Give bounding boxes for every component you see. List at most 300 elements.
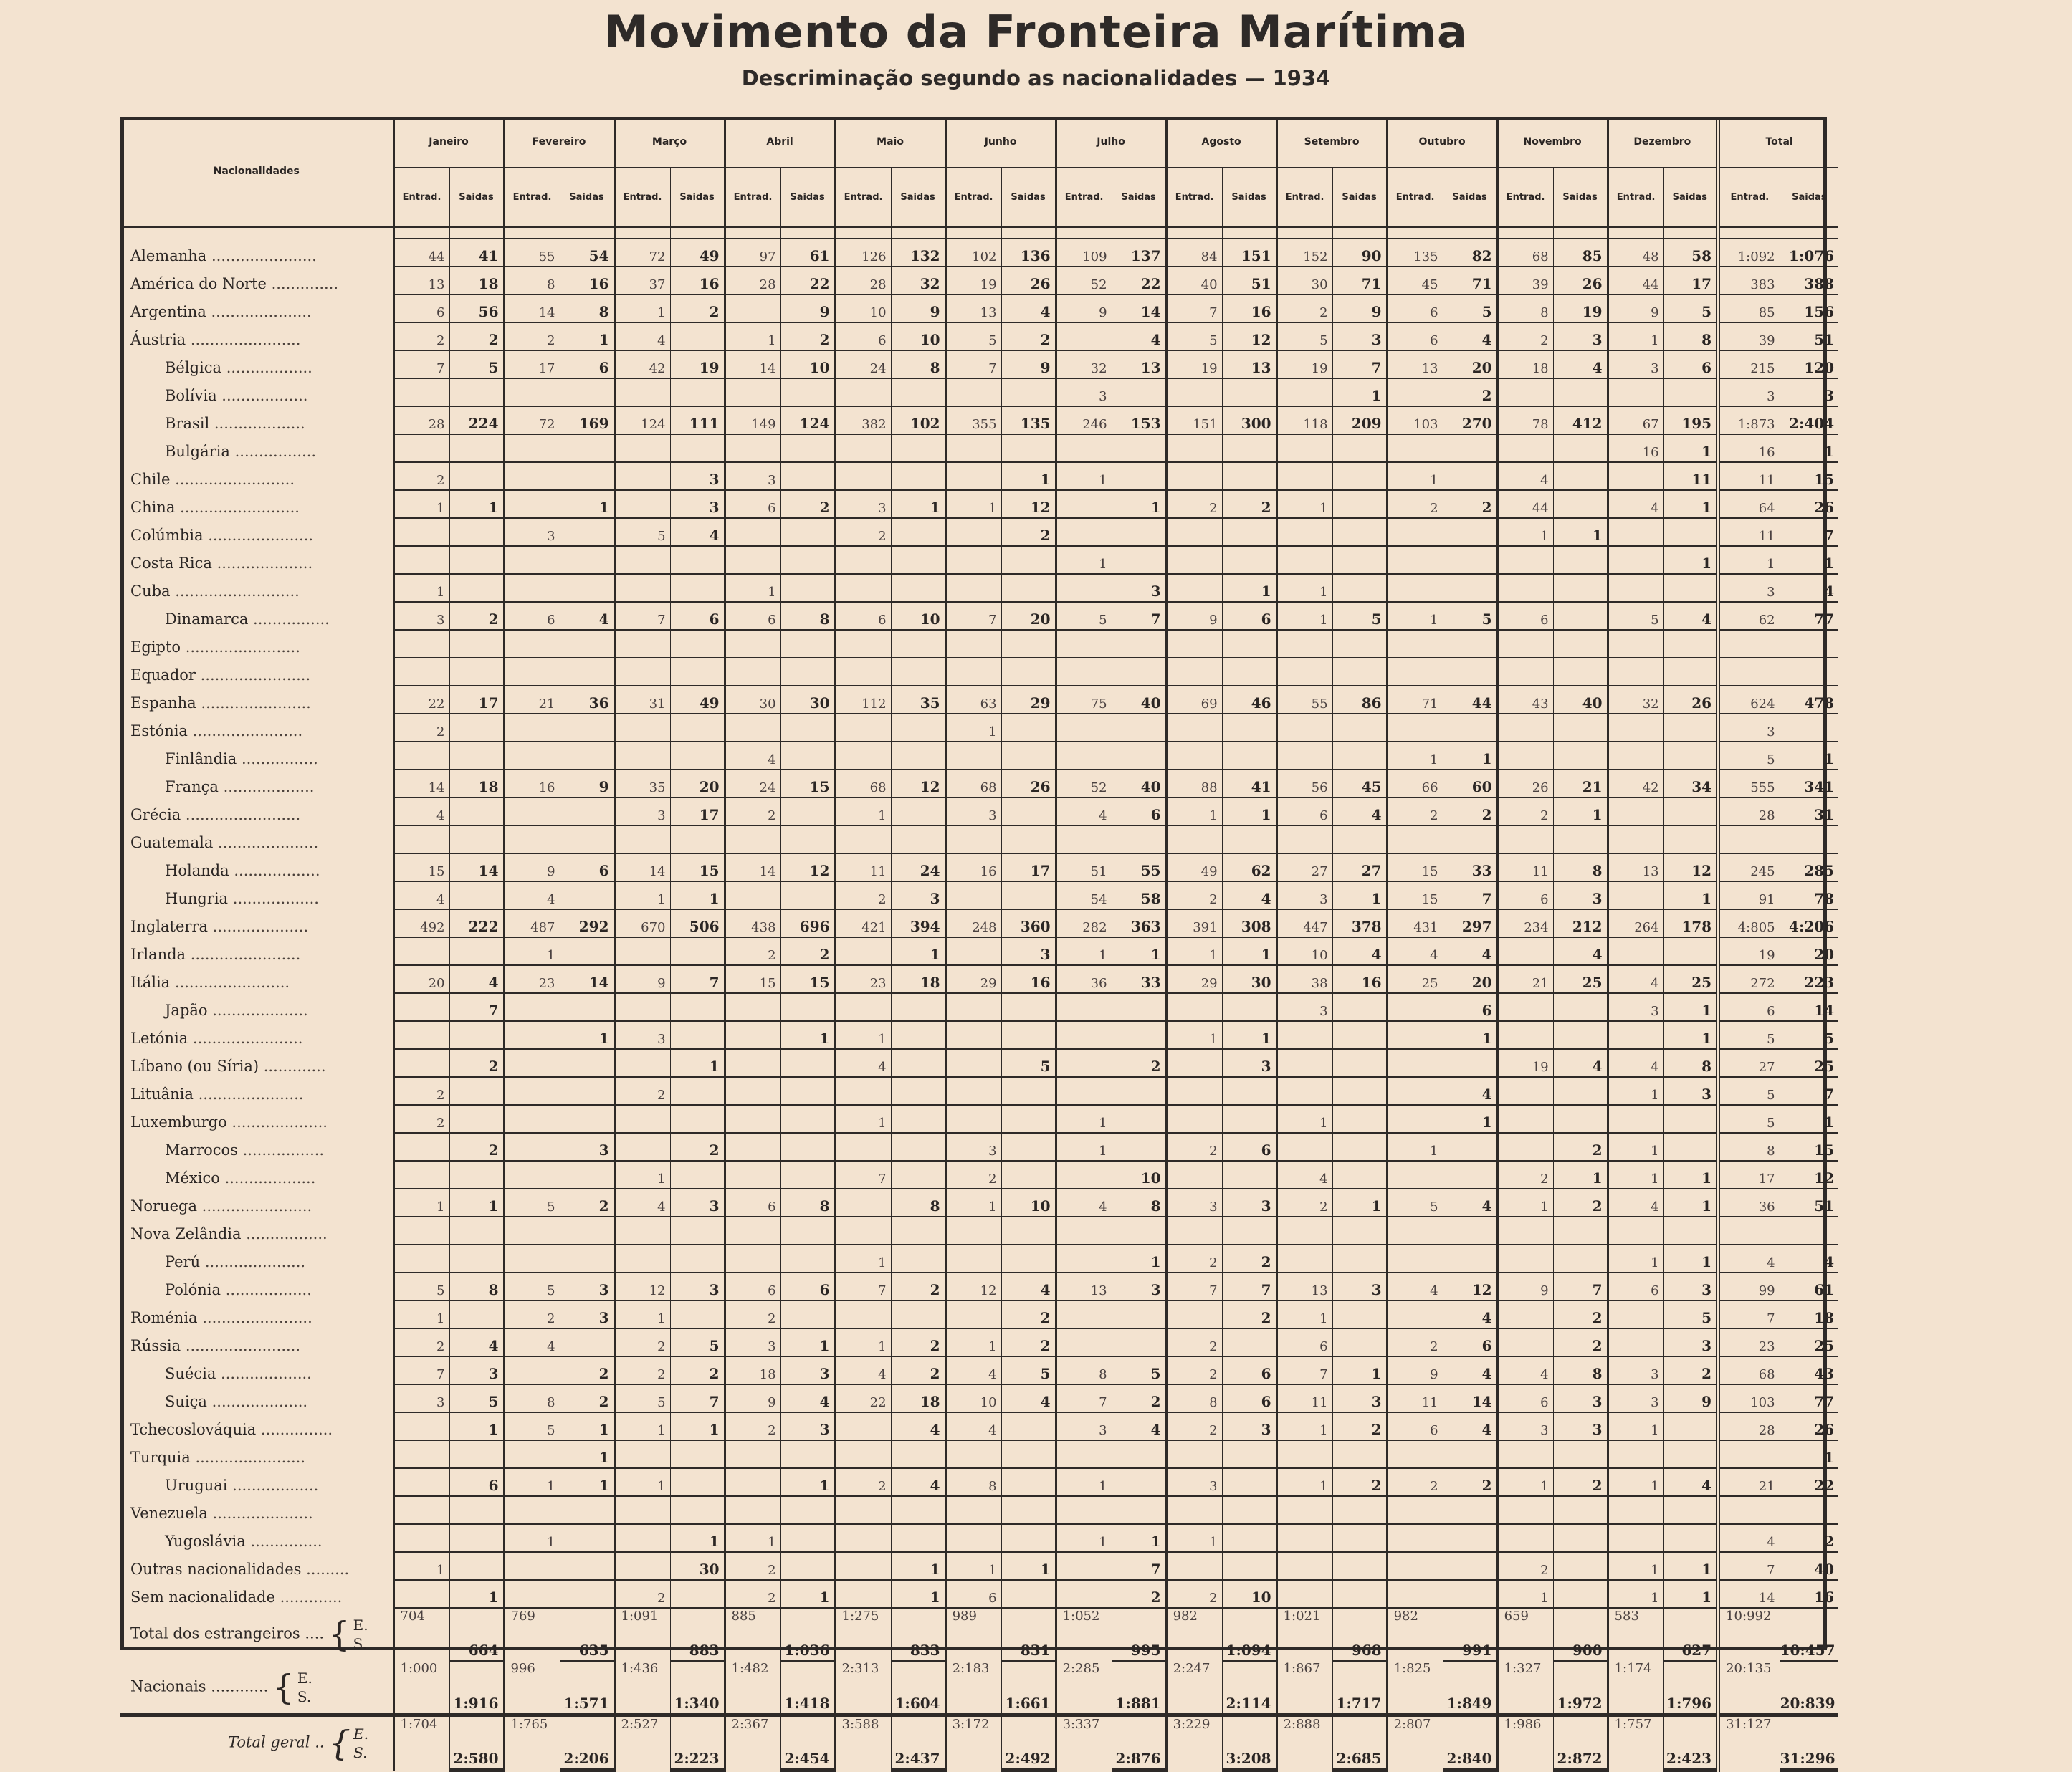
total-saidas-cell: 1:094 (1222, 1634, 1276, 1661)
total-saidas-cell: 1:849 (1443, 1687, 1497, 1715)
entradas-cell: 19 (1497, 1049, 1553, 1077)
entradas-cell (1276, 1524, 1332, 1552)
saidas-cell (670, 434, 725, 462)
total-entradas-cell: 1:436 (614, 1661, 670, 1715)
entradas-cell: 421 (835, 909, 891, 937)
total-saidas-cell: 883 (670, 1634, 725, 1661)
entradas-cell: 1 (1276, 1468, 1332, 1496)
saidas-cell: 3 (1663, 1273, 1718, 1301)
entradas-cell: 3 (393, 1384, 449, 1412)
saidas-cell (1001, 1412, 1056, 1440)
entradas-cell: 24 (725, 770, 780, 798)
saidas-cell: 3 (670, 490, 725, 518)
saidas-cell (1332, 714, 1387, 742)
saidas-cell (1222, 630, 1276, 658)
saidas-cell (891, 798, 945, 825)
saidas-cell: 8 (891, 1189, 945, 1217)
leader-dots: .................... (207, 918, 309, 935)
spacer-cell (1718, 227, 1780, 239)
entradas-cell (1056, 1496, 1112, 1524)
saidas-cell (1332, 462, 1387, 490)
entradas-cell (614, 1245, 670, 1273)
nationality-label (120, 825, 393, 853)
total-entradas-cell: 1:825 (1387, 1661, 1443, 1715)
entradas-cell: 118 (1276, 406, 1332, 434)
saidas-header: Saidas (1001, 168, 1056, 227)
entradas-cell: 11 (1718, 462, 1780, 490)
entradas-cell: 1 (614, 1301, 670, 1328)
entradas-cell: 2 (393, 322, 449, 350)
entradas-cell (614, 1524, 670, 1552)
total-saidas-cell-top (891, 1715, 945, 1743)
entradas-cell (1056, 1328, 1112, 1356)
entradas-cell (393, 1496, 449, 1524)
saidas-cell (1553, 993, 1608, 1021)
saidas-cell: 6 (1222, 1133, 1276, 1161)
saidas-cell: 3 (449, 1356, 504, 1384)
total-saidas-cell-top (1663, 1715, 1718, 1743)
saidas-cell: 4 (1222, 881, 1276, 909)
entradas-cell: 3 (1276, 993, 1332, 1021)
entradas-cell (1056, 1580, 1112, 1608)
entradas-cell: 2 (1387, 798, 1443, 825)
total-entradas-cell: 1:704 (393, 1715, 449, 1771)
entradas-cell: 391 (1166, 909, 1222, 937)
saidas-cell: 40 (1112, 770, 1166, 798)
saidas-cell: 54 (560, 239, 614, 267)
entradas-cell (1497, 434, 1553, 462)
entradas-cell (614, 490, 670, 518)
entradas-cell: 8 (1166, 1384, 1222, 1412)
nationality-name: Finlândia (165, 750, 237, 767)
entradas-cell (1276, 546, 1332, 574)
nationality-name: Brasil (165, 415, 210, 432)
nationality-label (120, 462, 393, 490)
saidas-cell: 2 (1443, 1468, 1497, 1496)
entradas-cell: 6 (1276, 798, 1332, 825)
entradas-cell (504, 1552, 560, 1580)
spacer-cell (393, 227, 449, 239)
nationality-name: Alemanha (130, 247, 207, 264)
saidas-cell: 22 (1112, 267, 1166, 294)
entradas-cell (504, 993, 560, 1021)
entradas-cell: 27 (1276, 853, 1332, 881)
leader-dots: ................. (229, 443, 317, 460)
leader-dots: ......................... (170, 471, 295, 488)
nationality-label (120, 630, 393, 658)
entradas-cell: 32 (1608, 686, 1663, 714)
entradas-cell (835, 574, 891, 602)
saidas-cell (1001, 434, 1056, 462)
entradas-cell: 7 (614, 602, 670, 630)
nationality-name: Rússia (130, 1337, 181, 1354)
entrad-header: Entrad. (725, 168, 780, 227)
entradas-cell: 1 (393, 574, 449, 602)
entradas-cell: 2 (725, 1580, 780, 1608)
entradas-cell: 1 (1166, 1524, 1222, 1552)
saidas-cell: 2 (780, 937, 835, 965)
nationality-label (120, 1217, 393, 1245)
saidas-cell (1332, 434, 1387, 462)
table-row (120, 714, 1838, 742)
total-row-entradas (120, 1608, 1838, 1634)
saidas-cell (1663, 1217, 1718, 1245)
entradas-cell: 4 (504, 881, 560, 909)
entradas-cell (614, 658, 670, 686)
saidas-cell (1332, 993, 1387, 1021)
saidas-cell (1001, 1105, 1056, 1133)
entradas-cell: 44 (1497, 490, 1553, 518)
entradas-cell (835, 1412, 891, 1440)
entradas-cell (835, 1189, 891, 1217)
month-header: Março (614, 117, 725, 168)
saidas-cell: 308 (1222, 909, 1276, 937)
entradas-cell: 1 (1608, 1161, 1663, 1189)
total-name: Total dos estrangeiros .... (130, 1624, 325, 1642)
entradas-cell: 23 (504, 965, 560, 993)
total-entradas-cell: 1:327 (1497, 1661, 1553, 1715)
saidas-cell (780, 1133, 835, 1161)
entradas-cell: 2 (725, 1301, 780, 1328)
saidas-cell: 1 (1553, 1161, 1608, 1189)
entradas-cell: 3 (1276, 881, 1332, 909)
entradas-cell: 7 (393, 350, 449, 378)
leader-dots: ......................... (175, 499, 300, 516)
entradas-cell (1056, 993, 1112, 1021)
entradas-cell (1718, 658, 1780, 686)
saidas-cell: 9 (1001, 350, 1056, 378)
saidas-cell: 4 (1443, 1301, 1497, 1328)
saidas-cell (1443, 574, 1497, 602)
saidas-cell (1112, 1217, 1166, 1245)
total-entradas-cell: 583 (1608, 1608, 1663, 1661)
total-saidas-cell: 2:423 (1663, 1743, 1718, 1771)
saidas-cell: 1 (560, 322, 614, 350)
saidas-cell (891, 434, 945, 462)
saidas-cell: 1:076 (1780, 239, 1838, 267)
entradas-cell: 13 (1387, 350, 1443, 378)
saidas-header: Saidas (891, 168, 945, 227)
saidas-cell (1553, 714, 1608, 742)
entradas-cell: 4 (945, 1356, 1001, 1384)
entradas-cell: 14 (725, 853, 780, 881)
entradas-cell: 1 (1056, 462, 1112, 490)
entradas-cell: 1 (1608, 1245, 1663, 1273)
saidas-cell (1222, 714, 1276, 742)
entradas-cell: 56 (1276, 770, 1332, 798)
saidas-cell: 18 (449, 267, 504, 294)
entradas-cell (1166, 1105, 1222, 1133)
saidas-cell: 2 (1112, 1049, 1166, 1077)
entradas-cell: 39 (1718, 322, 1780, 350)
saidas-cell (670, 1077, 725, 1105)
saidas-cell (1001, 798, 1056, 825)
entradas-cell: 1 (1387, 462, 1443, 490)
entradas-cell: 3 (614, 798, 670, 825)
nationality-label (120, 909, 393, 937)
saidas-cell: 360 (1001, 909, 1056, 937)
saidas-cell: 9 (891, 294, 945, 322)
entradas-cell (393, 825, 449, 853)
month-header: Abril (725, 117, 835, 168)
saidas-cell: 2 (1553, 1301, 1608, 1328)
entradas-cell: 1 (393, 490, 449, 518)
total-saidas-cell-top (1332, 1608, 1387, 1634)
entradas-cell (835, 1301, 891, 1328)
entradas-cell: 8 (1056, 1356, 1112, 1384)
saidas-cell (449, 1245, 504, 1273)
entradas-cell: 1 (393, 1552, 449, 1580)
entradas-cell (1387, 1580, 1443, 1608)
saidas-cell: 285 (1780, 853, 1838, 881)
entradas-cell (945, 1021, 1001, 1049)
entradas-cell: 1 (1276, 574, 1332, 602)
saidas-cell: 8 (1553, 853, 1608, 881)
saidas-cell: 15 (780, 965, 835, 993)
saidas-cell (1332, 1328, 1387, 1356)
saidas-cell (560, 1524, 614, 1552)
saidas-cell: 2 (1112, 1580, 1166, 1608)
total-saidas-cell: 1:661 (1001, 1687, 1056, 1715)
saidas-cell (1553, 1217, 1608, 1245)
entradas-cell: 4 (1718, 1524, 1780, 1552)
entradas-cell: 2 (1166, 490, 1222, 518)
saidas-cell (1001, 1468, 1056, 1496)
entradas-cell: 5 (504, 1189, 560, 1217)
entradas-cell: 1 (614, 881, 670, 909)
entradas-cell (393, 630, 449, 658)
spacer-cell (614, 227, 670, 239)
entradas-cell: 3 (725, 462, 780, 490)
nationality-name: Egipto (130, 638, 181, 656)
saidas-cell (1332, 1440, 1387, 1468)
saidas-cell (891, 1161, 945, 1189)
entradas-cell (725, 546, 780, 574)
entradas-cell: 355 (945, 406, 1001, 434)
entradas-cell: 2 (504, 322, 560, 350)
entradas-cell: 7 (835, 1273, 891, 1301)
total-entradas-cell: 982 (1166, 1608, 1222, 1661)
saidas-cell: 1 (780, 1328, 835, 1356)
saidas-cell: 33 (1443, 853, 1497, 881)
entradas-cell (1387, 1496, 1443, 1524)
saidas-cell: 22 (780, 267, 835, 294)
entradas-cell (1166, 1049, 1222, 1077)
entradas-cell: 3 (1166, 1468, 1222, 1496)
saidas-cell (449, 1021, 504, 1049)
saidas-cell (1001, 993, 1056, 1021)
table-row (120, 1077, 1838, 1105)
saidas-cell: 1 (1001, 1552, 1056, 1580)
spacer-cell (1222, 227, 1276, 239)
total-saidas-cell-top (891, 1608, 945, 1634)
entradas-cell (1276, 1552, 1332, 1580)
saidas-cell: 1 (1222, 1021, 1276, 1049)
saidas-cell (1222, 658, 1276, 686)
saidas-cell: 4 (1553, 937, 1608, 965)
saidas-cell (1222, 742, 1276, 770)
saidas-cell: 16 (1222, 294, 1276, 322)
saidas-header: Saidas (780, 168, 835, 227)
entradas-cell: 6 (393, 294, 449, 322)
leader-dots: ................ (237, 750, 318, 767)
saidas-cell: 15 (1780, 1133, 1838, 1161)
entradas-cell (614, 1440, 670, 1468)
saidas-cell (780, 1105, 835, 1133)
entradas-cell: 43 (1497, 686, 1553, 714)
saidas-cell (1001, 1440, 1056, 1468)
saidas-cell (1443, 462, 1497, 490)
leader-dots: ....................... (186, 946, 301, 963)
nationality-name: Bulgária (165, 443, 230, 460)
saidas-cell: 15 (670, 853, 725, 881)
saidas-cell: 14 (1780, 993, 1838, 1021)
entradas-cell: 1 (945, 714, 1001, 742)
saidas-cell (560, 630, 614, 658)
entradas-cell (1166, 742, 1222, 770)
entradas-cell: 52 (1056, 267, 1112, 294)
entradas-cell: 7 (393, 1356, 449, 1384)
saidas-cell: 4 (1553, 1049, 1608, 1077)
saidas-cell: 4 (449, 1328, 504, 1356)
table-row (120, 490, 1838, 518)
spacer-cell (1497, 227, 1553, 239)
saidas-cell: 5 (1001, 1356, 1056, 1384)
entradas-cell (1276, 1021, 1332, 1049)
entradas-cell: 4 (945, 1412, 1001, 1440)
saidas-cell (670, 714, 725, 742)
saidas-cell: 297 (1443, 909, 1497, 937)
saidas-cell: 2:404 (1780, 406, 1838, 434)
table-row (120, 630, 1838, 658)
entradas-cell (1608, 937, 1663, 965)
entradas-cell (614, 1133, 670, 1161)
entradas-cell: 7 (945, 602, 1001, 630)
entradas-cell: 55 (1276, 686, 1332, 714)
entradas-cell (1276, 518, 1332, 546)
entradas-cell (945, 1301, 1001, 1328)
saidas-cell: 16 (1780, 1580, 1838, 1608)
entradas-cell (1497, 993, 1553, 1021)
leader-dots: ..................... (200, 1253, 306, 1270)
entradas-cell (1166, 1161, 1222, 1189)
table-row (120, 909, 1838, 937)
leader-dots: ....................... (195, 666, 311, 684)
saidas-cell (1001, 1245, 1056, 1273)
saidas-cell: 4 (560, 602, 614, 630)
entrad-header: Entrad. (1608, 168, 1663, 227)
entradas-cell: 78 (1497, 406, 1553, 434)
leader-dots: .................. (228, 890, 319, 907)
total-entradas-cell: 3:229 (1166, 1715, 1222, 1771)
saidas-cell (891, 993, 945, 1021)
entradas-cell: 12 (945, 1273, 1001, 1301)
saidas-cell (1332, 1133, 1387, 1161)
total-name: Nacionais ............ (130, 1677, 269, 1695)
saidas-cell: 45 (1332, 770, 1387, 798)
saidas-cell (670, 1245, 725, 1273)
entradas-cell: 28 (1718, 798, 1780, 825)
entradas-cell (1056, 574, 1112, 602)
entradas-cell: 45 (1387, 267, 1443, 294)
nationality-label (120, 1356, 393, 1384)
saidas-cell (1443, 1133, 1497, 1161)
total-saidas-cell: 2:876 (1112, 1743, 1166, 1771)
total-saidas-cell: 2:685 (1332, 1743, 1387, 1771)
entradas-cell: 36 (1056, 965, 1112, 993)
entradas-cell (835, 742, 891, 770)
saidas-cell: 20 (1443, 965, 1497, 993)
saidas-cell: 2 (670, 1133, 725, 1161)
spacer-cell (560, 227, 614, 239)
saidas-cell: 3 (1553, 322, 1608, 350)
entradas-cell: 5 (1276, 322, 1332, 350)
saidas-cell: 3 (560, 1301, 614, 1328)
saidas-cell (1001, 1133, 1056, 1161)
month-header: Outubro (1387, 117, 1497, 168)
entradas-cell (945, 742, 1001, 770)
saidas-cell: 12 (1001, 490, 1056, 518)
table-row (120, 378, 1838, 406)
nationality-name: Tchecoslováquia (130, 1421, 257, 1438)
entradas-cell: 282 (1056, 909, 1112, 937)
entradas-cell (725, 1049, 780, 1077)
nationality-label (120, 770, 393, 798)
nationality-name: América do Norte (130, 275, 267, 292)
saidas-cell: 4 (1443, 1189, 1497, 1217)
saidas-cell: 2 (1001, 1301, 1056, 1328)
saidas-cell (1001, 546, 1056, 574)
saidas-cell (1112, 1021, 1166, 1049)
saidas-cell: 16 (1001, 965, 1056, 993)
entradas-cell: 6 (1718, 993, 1780, 1021)
brace-glyph: { (272, 1667, 295, 1708)
entradas-cell: 55 (504, 239, 560, 267)
entradas-cell: 4 (1718, 1245, 1780, 1273)
saidas-cell: 5 (1663, 1301, 1718, 1328)
saidas-cell (449, 798, 504, 825)
saidas-cell (670, 1496, 725, 1524)
saidas-cell: 4 (1663, 1468, 1718, 1496)
entradas-cell: 1 (614, 294, 670, 322)
total-label (120, 1715, 393, 1771)
entradas-cell: 9 (504, 853, 560, 881)
saidas-cell (1553, 1077, 1608, 1105)
entradas-cell (1056, 1161, 1112, 1189)
entradas-cell (1387, 1301, 1443, 1328)
entradas-cell: 21 (1718, 1468, 1780, 1496)
table-row (120, 1440, 1838, 1468)
saidas-cell: 388 (1780, 267, 1838, 294)
leader-dots: ....................... (187, 722, 303, 739)
entradas-cell: 492 (393, 909, 449, 937)
total-entradas-cell: 769 (504, 1608, 560, 1661)
saidas-cell (1112, 1328, 1166, 1356)
saidas-cell: 2 (1553, 1468, 1608, 1496)
saidas-cell: 1 (670, 1412, 725, 1440)
saidas-cell (670, 1105, 725, 1133)
entradas-cell: 6 (1276, 1328, 1332, 1356)
entradas-cell (614, 1496, 670, 1524)
saidas-cell (891, 825, 945, 853)
entradas-cell (1608, 714, 1663, 742)
nationality-name: México (165, 1169, 220, 1187)
saidas-cell: 1 (1663, 490, 1718, 518)
saidas-cell: 3 (1553, 1384, 1608, 1412)
entradas-cell (504, 462, 560, 490)
saidas-cell: 292 (560, 909, 614, 937)
saidas-cell: 1 (1443, 742, 1497, 770)
